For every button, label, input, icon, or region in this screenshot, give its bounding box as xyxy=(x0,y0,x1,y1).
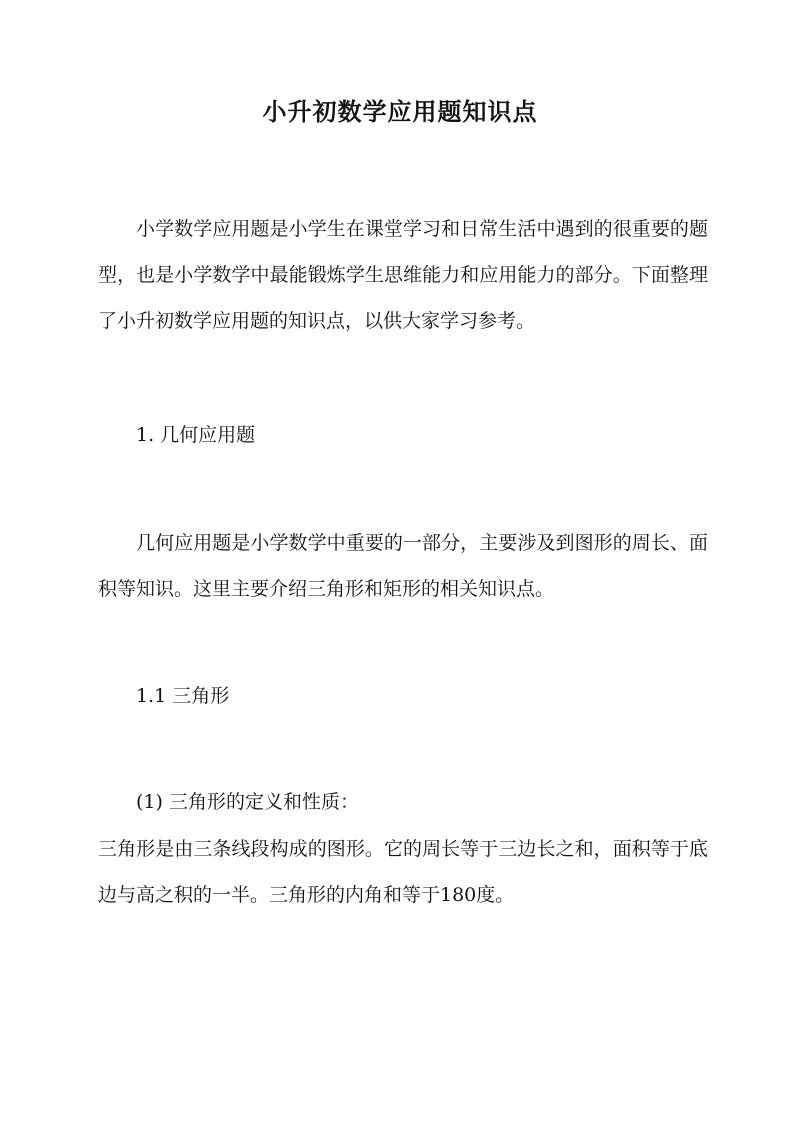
intro-paragraph: 小学数学应用题是小学生在课堂学习和日常生活中遇到的很重要的题型，也是小学数学中最能锻炼学生思维能力和应用能力的部分。下面整理了小升初数学应用题的知识点，以供大家学习参考。 xyxy=(98,218,708,332)
section-1-1-heading: 1.1 三角形 xyxy=(136,685,230,707)
section-1-heading: 1. 几何应用题 xyxy=(136,424,256,446)
document-title: 小升初数学应用题知识点 xyxy=(262,97,538,126)
section-1-paragraph: 几何应用题是小学数学中重要的一部分，主要涉及到图形的周长、面积等知识。这里主要介绍三角形和矩形的相关知识点。 xyxy=(98,532,708,600)
item-1-paragraph: 三角形是由三条线段构成的图形。它的周长等于三边长之和，面积等于底边与高之积的一半。三角形的内角和等于180度。 xyxy=(98,838,708,906)
item-1-heading: (1) 三角形的定义和性质： xyxy=(136,791,359,813)
